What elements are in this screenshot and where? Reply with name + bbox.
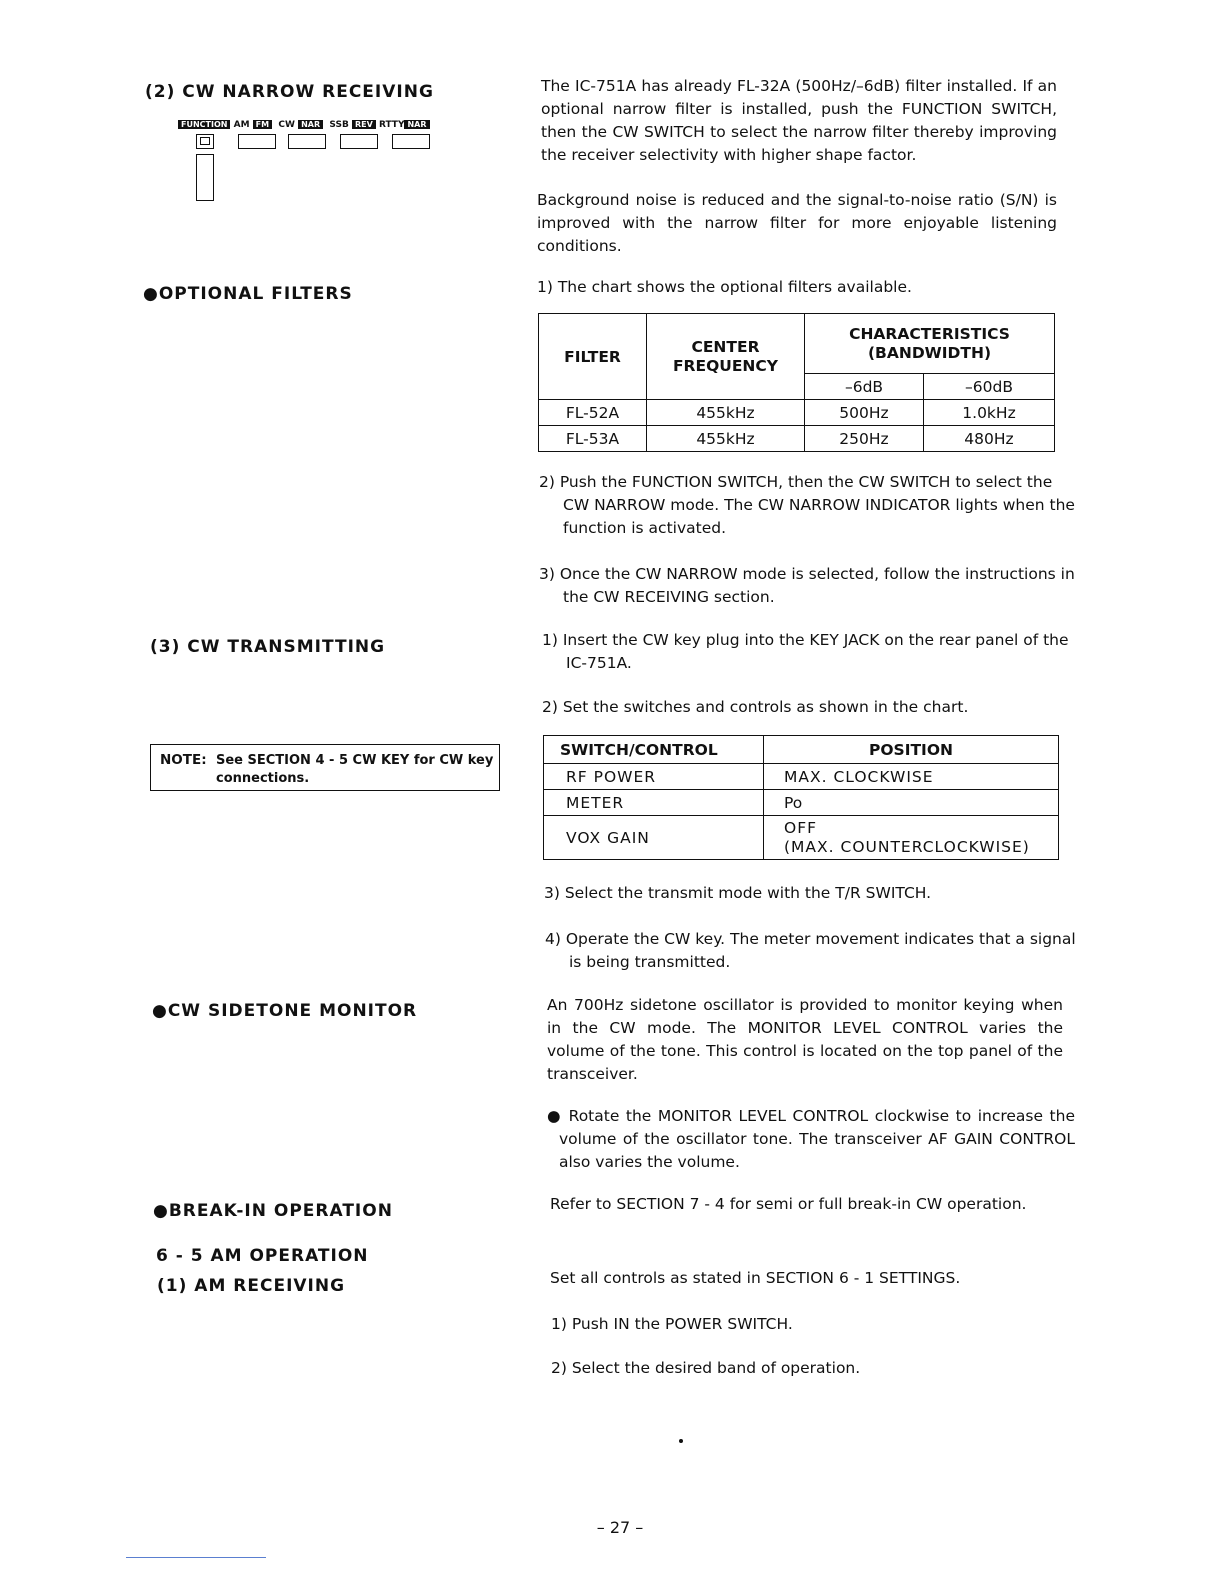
note-label: NOTE: xyxy=(160,752,207,768)
scan-dot xyxy=(679,1439,683,1443)
cw-tx-step3: 3) Select the transmit mode with the T/R SWITCH. xyxy=(544,884,932,902)
function-indicator-icon xyxy=(200,137,210,145)
note-box xyxy=(150,744,500,791)
optional-filters-step1: 1) The chart shows the optional filters available. xyxy=(537,278,912,296)
sidetone-heading: ●CW SIDETONE MONITOR xyxy=(152,1001,418,1021)
function-indicator-bar xyxy=(196,154,214,201)
rtty-label: RTTY xyxy=(378,120,405,130)
minus60db-header: –60dB xyxy=(924,374,1055,400)
position-header: POSITION xyxy=(764,736,1059,764)
function-switch-panel xyxy=(178,116,448,206)
center-frequency-header: CENTER FREQUENCY xyxy=(647,314,805,400)
cw-tx-step1: 1) Insert the CW key plug into the KEY JACK on the rear panel of the IC-751A. xyxy=(542,631,1069,672)
rtty-switch[interactable] xyxy=(392,134,430,149)
table-row xyxy=(539,426,1055,452)
table-row xyxy=(539,400,1055,426)
center-cell: 455kHz xyxy=(647,426,805,452)
cw-narrow-para2: Background noise is reduced and the signal-to-noise ratio (S/N) is improved with the narrow filter for more enjoyable listening conditions. xyxy=(537,191,1057,255)
switch-control-header: SWITCH/CONTROL xyxy=(544,736,764,764)
page-number: – 27 – xyxy=(596,1518,644,1537)
characteristics-header: CHARACTERISTICS (BANDWIDTH) xyxy=(805,314,1055,374)
position-cell xyxy=(764,816,1059,860)
am-switch[interactable] xyxy=(238,134,276,149)
db60-cell: 480Hz xyxy=(924,426,1055,452)
am-section-heading: 6 - 5 AM OPERATION xyxy=(156,1246,369,1266)
am-step1: 1) Push IN the POWER SWITCH. xyxy=(551,1315,793,1333)
cw-label: CW xyxy=(278,120,295,130)
minus6db-header: –6dB xyxy=(805,374,924,400)
optional-filters-step3: 3) Once the CW NARROW mode is selected, follow the instructions in the CW RECEIVING section. xyxy=(539,565,1075,606)
filter-header: FILTER xyxy=(539,314,647,400)
db6-cell: 500Hz xyxy=(805,400,924,426)
cw-narrow-heading: (2) CW NARROW RECEIVING xyxy=(145,82,434,102)
note-text: See SECTION 4 - 5 CW KEY for CW key connections. xyxy=(216,753,494,786)
position-line2: (MAX. COUNTERCLOCKWISE) xyxy=(784,837,1030,856)
function-label: FUNCTION xyxy=(178,120,230,129)
am-label: AM xyxy=(233,120,250,130)
rev-label: REV xyxy=(352,120,376,129)
table-row xyxy=(544,764,1059,790)
table-row xyxy=(544,790,1059,816)
control-cell: VOX GAIN xyxy=(544,816,764,860)
breakin-heading: ●BREAK-IN OPERATION xyxy=(153,1201,393,1221)
control-cell: METER xyxy=(544,790,764,816)
filter-cell: FL-52A xyxy=(539,400,647,426)
center-cell: 455kHz xyxy=(647,400,805,426)
sidetone-bullet: ● Rotate the MONITOR LEVEL CONTROL clockwise to increase the volume of the oscillator tone. The transceiver AF GAIN CONTROL also varies the volume. xyxy=(547,1107,1075,1171)
am-step2: 2) Select the desired band of operation. xyxy=(551,1359,861,1377)
optional-filters-step2: 2) Push the FUNCTION SWITCH, then the CW SWITCH to select the CW NARROW mode. The CW NARROW INDICATOR lights when the function is activated. xyxy=(539,473,1075,537)
db60-cell: 1.0kHz xyxy=(924,400,1055,426)
optional-filters-heading: ●OPTIONAL FILTERS xyxy=(143,284,353,304)
position-line1: OFF xyxy=(784,818,818,837)
breakin-para: Refer to SECTION 7 - 4 for semi or full break-in CW operation. xyxy=(550,1195,1027,1213)
am-para: Set all controls as stated in SECTION 6 - 1 SETTINGS. xyxy=(550,1269,961,1287)
fm-label: FM xyxy=(253,120,272,129)
function-switch[interactable] xyxy=(196,134,214,149)
footer-rule xyxy=(126,1557,266,1558)
position-cell: MAX. CLOCKWISE xyxy=(764,764,1059,790)
sidetone-para: An 700Hz sidetone oscillator is provided to monitor keying when in the CW mode. The MONITOR LEVEL CONTROL varies the volume of the tone. This control is located on the top panel of the transceiver. xyxy=(547,996,1063,1083)
position-cell: Po xyxy=(764,790,1059,816)
optional-filters-table xyxy=(538,313,1055,452)
cw-tx-step4: 4) Operate the CW key. The meter movement indicates that a signal is being transmitted. xyxy=(545,930,1076,971)
filter-cell: FL-53A xyxy=(539,426,647,452)
control-cell: RF POWER xyxy=(544,764,764,790)
nar-label: NAR xyxy=(298,120,323,129)
table-row xyxy=(544,816,1059,860)
ssb-label: SSB xyxy=(329,120,349,130)
cw-narrow-para1: The IC-751A has already FL-32A (500Hz/–6dB) filter installed. If an optional narrow filter is installed, push the FUNCTION SWITCH, then the CW SWITCH to select the narrow filter thereby improving the receiver selectivity with higher shape factor. xyxy=(541,77,1057,164)
cw-transmitting-heading: (3) CW TRANSMITTING xyxy=(150,637,386,657)
cw-switch[interactable] xyxy=(288,134,326,149)
db6-cell: 250Hz xyxy=(805,426,924,452)
am-receiving-heading: (1) AM RECEIVING xyxy=(157,1276,346,1296)
cw-tx-step2: 2) Set the switches and controls as shown in the chart. xyxy=(542,698,969,716)
ssb-switch[interactable] xyxy=(340,134,378,149)
nar2-label: NAR xyxy=(404,120,429,129)
switch-control-table xyxy=(543,735,1059,860)
